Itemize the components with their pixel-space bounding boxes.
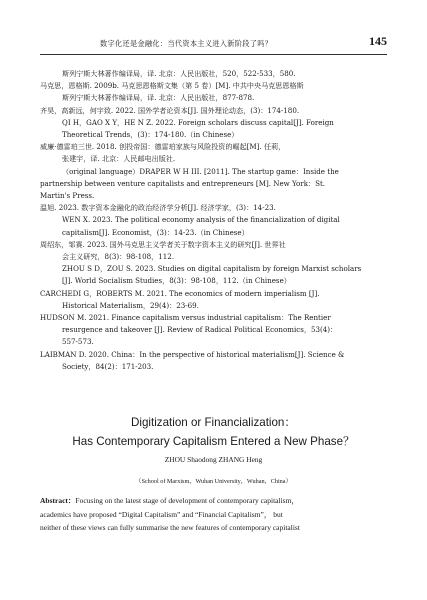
- page-header: [40, 36, 387, 55]
- reference-line-en: [J]. World Socialism Studies，8(3)：98-108，112.（in Chinese）: [62, 276, 291, 286]
- reference-line-en: （original language）DRAPER W H III. [2011]. The startup game：Inside the: [62, 166, 339, 176]
- reference-line: 马克思，恩格斯. 2009b. 马克思恩格斯文集（第 5 卷）[M]. 中共中央马克思恩格斯: [40, 81, 304, 91]
- reference-line: Historical Materialism，29(4)：23-69.: [62, 300, 199, 310]
- reference-line: 张建宇，译. 北京：人民邮电出版社.: [62, 154, 176, 164]
- reference-entry: [40, 288, 387, 312]
- reference-line: 斯列宁斯大林著作编译局，译. 北京：人民出版社，520，522-533，580.: [62, 69, 296, 78]
- reference-entry: [40, 80, 387, 104]
- reference-line: Society，84(2)：171-203.: [62, 361, 154, 371]
- article-title: [20, 413, 407, 451]
- reference-line-en: Martin's Press.: [40, 191, 95, 201]
- page-number: 145: [369, 34, 387, 48]
- reference-entry: [40, 68, 387, 80]
- reference-line-en: Theoretical Trends，(3)：174-180.（in Chinese）: [62, 130, 239, 140]
- reference-line-en: partnership between venture capitalists and entrepreneurs [M]. New York：St.: [40, 178, 326, 188]
- abstract-label: Abstract：: [40, 496, 76, 505]
- article-authors: ZHOU Shaodong ZHANG Heng: [164, 455, 263, 464]
- reference-line: HUDSON M. 2021. Finance capitalism versus industrial capitalism：The Rentier: [40, 313, 331, 323]
- running-head: 数字化还是金融化：当代资本主义进入新阶段了吗？: [100, 39, 273, 48]
- reference-list: [40, 68, 387, 373]
- title-line: Has Contemporary Capitalism Entered a New Phase？: [72, 435, 355, 448]
- reference-entry: [40, 141, 387, 202]
- reference-line: CARCHEDI G，ROBERTS M. 2021. The economics of modern imperialism [J].: [40, 288, 320, 298]
- reference-line: 威廉·德雷珀三世. 2018. 创投帝国：德雷珀家族与风险投资的崛起[M]. 任莉，: [40, 142, 286, 152]
- reference-line-en: WEN X. 2023. The political economy analysis of the financialization of digital: [62, 215, 340, 225]
- reference-line-en: ZHOU S D，ZOU S. 2023. Studies on digital capitalism by foreign Marxist scholars: [62, 264, 362, 274]
- reference-entry: [40, 312, 387, 349]
- reference-line: LAIBMAN D. 2020. China：In the perspective of historical materialism[J]. Science &: [40, 349, 345, 359]
- title-line: Digitization or Financialization：: [131, 416, 296, 429]
- reference-line: resurgence and takeover [J]. Review of Radical Political Economics，53(4)：: [62, 325, 338, 335]
- reference-line: 温旭. 2023. 数字资本金融化的政治经济学分析[J]. 经济学家，(3)：14-23.: [40, 203, 276, 213]
- abstract: [40, 494, 387, 535]
- abstract-line: Focusing on the latest stage of development of contemporary capitalism，: [75, 496, 299, 505]
- reference-entry: [40, 349, 387, 373]
- reference-entry: [40, 202, 387, 239]
- reference-entry: [40, 105, 387, 142]
- abstract-line: academics have proposed “Digital Capitalism” and “Financial Capitalism”， but: [40, 509, 283, 519]
- reference-line-en: capitalism[J]. Economist，(3)：14-23.（in Chinese）: [62, 227, 249, 237]
- reference-entry: [40, 239, 387, 288]
- reference-line-en: QI H，GAO X Y，HE N Z. 2022. Foreign scholars discuss capital[J]. Foreign: [62, 117, 334, 127]
- reference-line: 周绍东，邹赛. 2023. 国外马克思主义学者关于数字资本主义的研究[J]. 世界社: [40, 239, 286, 249]
- reference-line: 会主义研究，8(3)：98-108，112.: [62, 252, 175, 262]
- abstract-line: neither of these views can fully summarise the new features of contemporary capitalist: [40, 523, 300, 532]
- author-affiliation: （School of Marxism，Wuhan University，Wuhan，China）: [135, 478, 292, 485]
- reference-line: 齐昊，高新远，何宇致. 2022. 国外学者论资本[J]. 国外理论动态，(3)：174-180.: [40, 105, 300, 115]
- reference-line: 斯列宁斯大林著作编译局，译. 北京：人民出版社，877-878.: [62, 93, 255, 103]
- reference-line: 557-573.: [62, 337, 94, 347]
